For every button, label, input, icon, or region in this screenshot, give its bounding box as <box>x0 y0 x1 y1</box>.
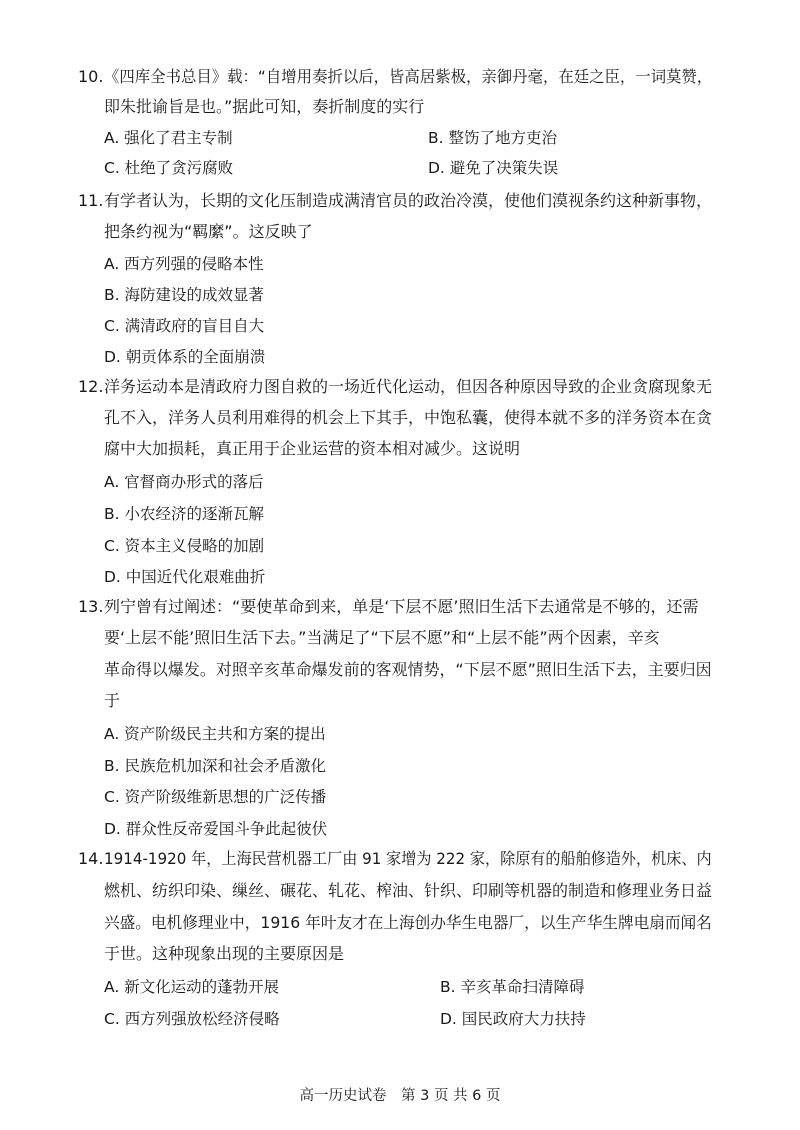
question-stem-line: 要‘上层不能’照旧生活下去。”当满足了“下层不愿”和“上层不能”两个因素，辛亥 <box>104 628 660 647</box>
option-a: A. 西方列强的侵略本性 <box>104 255 264 273</box>
question-stem-line: 于 <box>104 691 121 710</box>
option-c: C. 西方列强放松经济侵略 <box>104 1010 280 1028</box>
option-c: C. 资本主义侵略的加剧 <box>104 537 265 555</box>
option-c: C. 杜绝了贪污腐败 <box>104 159 234 177</box>
option-d: D. 避免了决策失误 <box>428 159 559 177</box>
question-stem-line: 燃机、纺织印染、缫丝、碾花、轧花、榨油、针织、印刷等机器的制造和修理业务日益 <box>104 881 713 900</box>
option-b: B. 辛亥革命扫清障碍 <box>440 978 585 996</box>
option-d: D. 群众性反帝爱国斗争此起彼伏 <box>104 820 328 838</box>
question-stem-line: 即朱批谕旨是也。”据此可知，奏折制度的实行 <box>104 97 425 116</box>
question-number: 10. <box>78 67 104 86</box>
question-stem-line: 列宁曾有过阐述：“要使革命到来，单是‘下层不愿’照旧生活下去通常是不够的，还需 <box>104 597 699 616</box>
question-stem-line: 洋务运动本是清政府力图自救的一场近代化运动，但因各种原因导致的企业贪腐现象无 <box>104 377 713 396</box>
question-stem-line: 于世。这种现象出现的主要原因是 <box>104 944 345 963</box>
question-stem-line: 把条约视为“羁縻”。这反映了 <box>104 222 313 241</box>
question-number: 13. <box>78 597 104 616</box>
option-c: C. 满清政府的盲目自大 <box>104 317 265 335</box>
option-b: B. 整饬了地方吏治 <box>428 129 557 147</box>
option-b: B. 小农经济的逐渐瓦解 <box>104 505 264 523</box>
option-a: A. 强化了君主专制 <box>104 129 233 147</box>
question-stem-line: 孔不入，洋务人员利用难得的机会上下其手，中饱私囊，使得本就不多的洋务资本在贪 <box>104 408 713 427</box>
option-d: D. 中国近代化艰难曲折 <box>104 568 266 586</box>
question-number: 12. <box>78 377 104 396</box>
option-a: A. 资产阶级民主共和方案的提出 <box>104 725 326 743</box>
page-footer: 高一历史试卷 第 3 页 共 6 页 <box>299 1088 501 1104</box>
question-stem-line: 《四库全书总目》载：“自增用奏折以后，皆高居紫极，亲御丹毫，在廷之臣，一词莫赞， <box>104 67 713 86</box>
option-a: A. 新文化运动的蓬勃开展 <box>104 978 280 996</box>
option-a: A. 官督商办形式的落后 <box>104 473 264 491</box>
question-number: 11. <box>78 191 104 210</box>
question-stem-line: 有学者认为，长期的文化压制造成满清官员的政治冷漠，使他们漠视条约这种新事物， <box>104 191 713 210</box>
question-stem-line: 兴盛。电机修理业中，1916 年叶友才在上海创办华生电器厂，以生产华生牌电扇而闻名 <box>104 913 712 932</box>
question-number: 14. <box>78 849 104 868</box>
option-b: B. 民族危机加深和社会矛盾激化 <box>104 757 326 775</box>
option-c: C. 资产阶级维新思想的广泛传播 <box>104 788 327 806</box>
option-b: B. 海防建设的成效显著 <box>104 286 264 304</box>
question-stem-line: 革命得以爆发。对照辛亥革命爆发前的客观情势，“下层不愿”照旧生活下去，主要归因 <box>104 660 712 679</box>
option-d: D. 国民政府大力扶持 <box>440 1010 586 1028</box>
option-d: D. 朝贡体系的全面崩溃 <box>104 348 266 366</box>
question-stem-line: 1914-1920 年，上海民营机器工厂由 91 家增为 222 家，除原有的船舶修造外，机床、内 <box>104 849 712 868</box>
question-stem-line: 腐中大加损耗，真正用于企业运营的资本相对减少。这说明 <box>104 439 521 458</box>
